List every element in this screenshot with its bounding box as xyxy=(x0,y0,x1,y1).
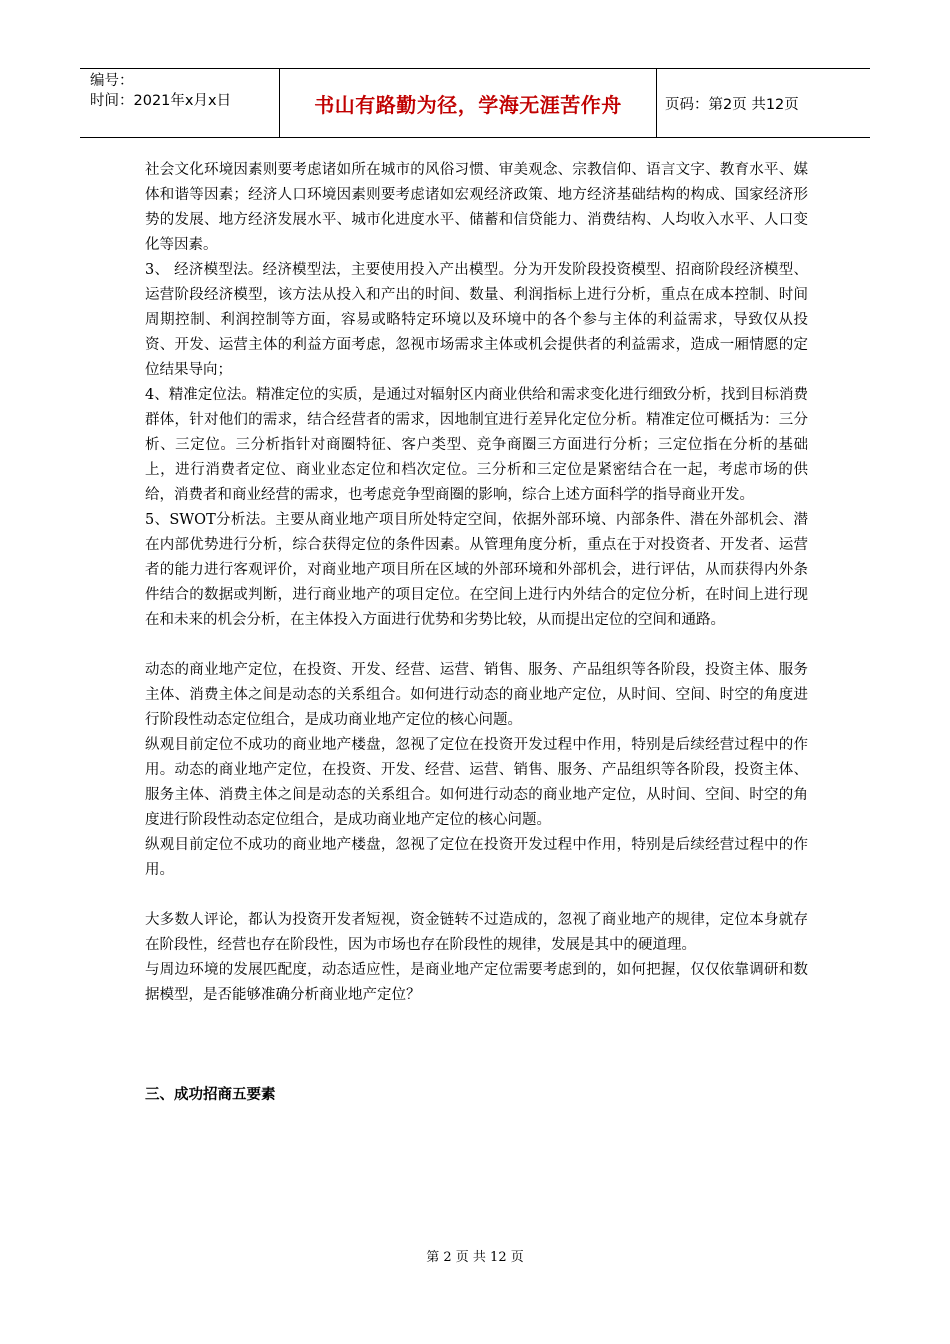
page-footer: 第 2 页 共 12 页 xyxy=(426,1250,524,1265)
section-heading: 三、成功招商五要素 xyxy=(145,1087,276,1103)
body-paragraph: 4、精准定位法。精准定位的实质，是通过对辐射区内商业供给和需求变化进行细致分析，找到目标消费群体，针对他们的需求，结合经营者的需求，因地制宜进行差异化定位分析。精准定位可概括为：三分析、三定位。三分析指针对商圈特征、客户类型、竞争商圈三方面进行分析；三定位指在分析的基础上，进行消费者定位、商业业态定位和档次定位。三分析和三定位是紧密结合在一起，考虑市场的供给，消费者和商业经营的需求，也考虑竞争型商圈的影响，综合上述方面科学的指导商业开发。 xyxy=(145,387,808,503)
paragraph-spacer xyxy=(145,633,808,658)
body-paragraph: 纵观目前定位不成功的商业地产楼盘，忽视了定位在投资开发过程中作用，特别是后续经营过程中的作用。动态的商业地产定位，在投资、开发、经营、运营、销售、服务、产品组织等各阶段，投资主体、服务主体、消费主体之间是动态的关系组合。如何进行动态的商业地产定位，从时间、空间、时空的角度进行阶段性动态定位组合，是成功商业地产定位的核心问题。 xyxy=(145,737,808,828)
document-body xyxy=(145,158,808,1108)
header-number-label: 编号： xyxy=(90,73,134,89)
page-header xyxy=(80,68,870,138)
header-page-label: 页码：第2页 共12页 xyxy=(665,96,799,113)
header-meta xyxy=(80,69,280,137)
body-paragraph: 大多数人评论，都认为投资开发者短视，资金链转不过造成的，忽视了商业地产的规律，定位本身就存在阶段性，经营也存在阶段性，因为市场也存在阶段性的规律，发展是其中的硬道理。 xyxy=(145,912,808,953)
header-motto: 书山有路勤为径，学海无涯苦作舟 xyxy=(314,92,622,117)
body-paragraph: 社会文化环境因素则要考虑诸如所在城市的风俗习惯、审美观念、宗教信仰、语言文字、教育水平、媒体和谐等因素；经济人口环境因素则要考虑诸如宏观经济政策、地方经济基础结构的构成、国家经济形势的发展、地方经济发展水平、城市化进度水平、储蓄和信贷能力、消费结构、人均收入水平、人口变化等因素。 xyxy=(145,162,808,253)
body-paragraph: 5、SWOT分析法。主要从商业地产项目所处特定空间，依据外部环境、内部条件、潜在外部机会、潜在内部优势进行分析，综合获得定位的条件因素。从管理角度分析，重点在于对投资者、开发者、运营者的能力进行客观评价，对商业地产项目所在区域的外部环境和外部机会，进行评估，从而获得内外条件结合的数据或判断，进行商业地产的项目定位。在空间上进行内外结合的定位分析，在时间上进行现在和未来的机会分析，在主体投入方面进行优势和劣势比较，从而提出定位的空间和通路。 xyxy=(145,512,808,628)
paragraph-spacer xyxy=(145,883,808,908)
body-paragraph: 动态的商业地产定位，在投资、开发、经营、运营、销售、服务、产品组织等各阶段，投资主体、服务主体、消费主体之间是动态的关系组合。如何进行动态的商业地产定位，从时间、空间、时空的角度进行阶段性动态定位组合，是成功商业地产定位的核心问题。 xyxy=(145,662,808,728)
body-paragraph: 与周边环境的发展匹配度，动态适应性，是商业地产定位需要考虑到的，如何把握，仅仅依靠调研和数据模型，是否能够准确分析商业地产定位？ xyxy=(145,962,808,1003)
header-motto-cell xyxy=(280,69,657,137)
body-paragraph: 纵观目前定位不成功的商业地产楼盘，忽视了定位在投资开发过程中作用，特别是后续经营过程中的作用。 xyxy=(145,837,808,878)
section-spacer xyxy=(145,1008,808,1083)
body-paragraph: 3、 经济模型法。经济模型法，主要使用投入产出模型。分为开发阶段投资模型、招商阶段经济模型、运营阶段经济模型，该方法从投入和产出的时间、数量、利润指标上进行分析，重点在成本控制、时间周期控制、利润控制等方面，容易或略特定环境以及环境中的各个参与主体的利益需求，导致仅从投资、开发、运营主体的利益方面考虑，忽视市场需求主体或机会提供者的利益需求，造成一厢情愿的定位结果导向； xyxy=(145,262,808,378)
header-page-cell xyxy=(657,69,870,137)
header-date-label: 时间：2021年x月x日 xyxy=(90,93,232,109)
